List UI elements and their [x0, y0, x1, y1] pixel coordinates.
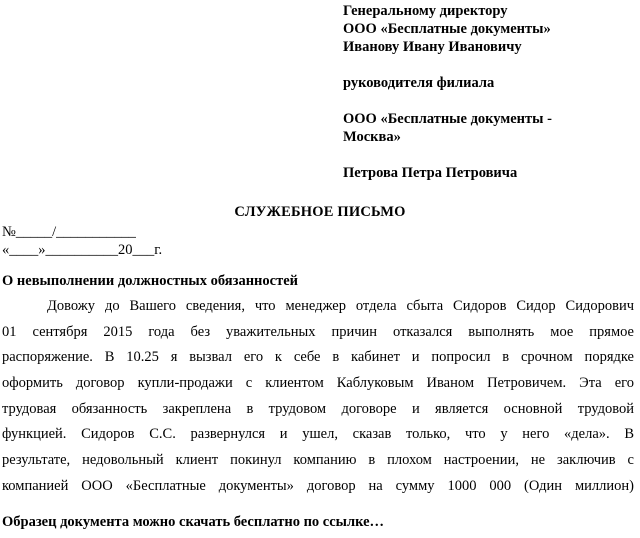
addressee-block	[343, 2, 635, 182]
body-line: распоряжение. В 10.25 я вызвал его к себе в кабинет и попросил в срочном порядке	[2, 349, 634, 366]
document-title: СЛУЖЕБНОЕ ПИСЬМО	[234, 204, 406, 220]
body-line: Довожу до Вашего сведения, что менеджер отдела сбыта Сидоров Сидор Сидорович	[47, 298, 634, 314]
body-line: компанией ООО «Бесплатные документы» договор на сумму 1000 000 (Один миллион)	[2, 477, 634, 494]
document-date: «____»__________20___г.	[2, 242, 163, 258]
document-meta	[2, 223, 162, 259]
addressee-position: Генеральному директору	[343, 3, 508, 19]
addressee-company: ООО «Бесплатные документы»	[343, 21, 551, 37]
document-number: №_____/___________	[2, 224, 136, 240]
sender-position: руководителя филиала	[343, 75, 495, 91]
addressee-name: Иванову Ивану Ивановичу	[343, 39, 522, 55]
sender-company-line1: ООО «Бесплатные документы -	[343, 111, 552, 127]
body-line: функцией. Сидоров С.С. развернулся и ушел, сказав только, что у него «дела». В	[2, 426, 634, 443]
body-line: оформить договор купли-продажи с клиентом Каблуковым Иваном Петровичем. Эта его	[2, 375, 634, 392]
download-link-text[interactable]: Образец документа можно скачать бесплатно по ссылке…	[2, 514, 385, 530]
sender-company-line2: Москва»	[343, 129, 401, 145]
body-line: 01 сентября 2015 года без уважительных причин отказался выполнять мое прямое	[2, 323, 634, 340]
body-line: трудовая обязанность закреплена в трудовом договоре и является основной трудовой	[2, 400, 634, 417]
sender-name: Петрова Петра Петровича	[343, 165, 518, 181]
document-subject: О невыполнении должностных обязанностей	[2, 273, 298, 289]
body-line: результате, недовольный клиент покинул компанию в плохом настроении, не заключив с	[2, 452, 634, 469]
document-body	[2, 294, 634, 500]
